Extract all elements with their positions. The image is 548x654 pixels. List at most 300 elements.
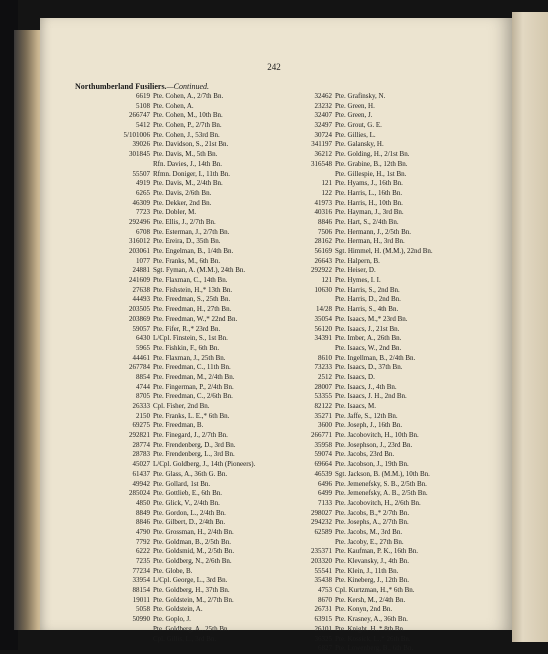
soldier-name: Pte. Dekker, 2nd Bn. [153, 198, 212, 207]
soldier-name: Cpl. Kurtzman, H.,* 6th Bn. [335, 586, 415, 595]
soldier-name: Pte. Hart, S., 2/4th Bn. [335, 217, 399, 226]
soldier-name: Pte. Green, H. [335, 101, 375, 110]
service-number: 26101 [314, 624, 332, 633]
soldier-name: Sgt. Jackson, B. (M.M.), 10th Bn. [335, 469, 430, 478]
service-number: 8854 [136, 372, 150, 381]
service-number: 241609 [129, 276, 150, 285]
service-number: 50990 [132, 615, 150, 624]
page-number: 242 [267, 62, 281, 72]
service-number: 7792 [136, 537, 150, 546]
roll-entry [292, 179, 512, 189]
soldier-name: Pte. Ingellman, B., 2/4th Bn. [335, 353, 416, 362]
roll-entry [292, 460, 512, 470]
roll-entry [292, 596, 512, 606]
soldier-name: Pte. Fishkin, F., 6th Bn. [153, 343, 220, 352]
soldier-name: Pte. Harris, S., 4th Bn. [335, 305, 399, 314]
service-number: 6619 [136, 92, 150, 100]
soldier-name: Pte. Hermann, J., 2/5th Bn. [335, 227, 412, 236]
service-number: 7133 [318, 498, 332, 507]
roll-entry [292, 402, 512, 412]
roll-entry [292, 605, 512, 615]
roll-entry [88, 450, 298, 460]
soldier-name: Pte. Davis, M., 5th Bn. [153, 150, 218, 159]
soldier-name: Pte. Joseph, J., 16th Bn. [335, 421, 403, 430]
service-number: 55541 [314, 566, 332, 575]
soldier-name: Pte. Gilbert, D., 2/4th Bn. [153, 518, 226, 527]
roll-entry [292, 121, 512, 131]
roll-entry [88, 576, 298, 586]
roll-entry [292, 131, 512, 141]
roll-entry [292, 160, 512, 170]
service-number: 24881 [132, 266, 150, 275]
roll-entry [292, 421, 512, 431]
roll-entry [88, 199, 298, 209]
left-column [88, 92, 298, 644]
soldier-name: Pte. Engelman, B., 1/4th Bn. [153, 247, 234, 255]
roll-entry [292, 208, 512, 218]
service-number: 292922 [311, 266, 332, 275]
roll-entry [88, 373, 298, 383]
service-number [292, 170, 335, 180]
soldier-name: Pte. Jemenefsky, S. B., 2/5th Bn. [335, 479, 427, 488]
service-number: 59057 [132, 324, 150, 333]
soldier-name: Pte. Davis, 2/6th Bn. [153, 188, 212, 197]
roll-entry [292, 480, 512, 490]
roll-entry [292, 325, 512, 335]
service-number: 53355 [314, 392, 332, 401]
roll-entry [292, 247, 512, 257]
roll-entry [88, 470, 298, 480]
service-number: 203869 [129, 314, 150, 323]
soldier-name: Pte. Jacobs, M., 3rd Bn. [335, 527, 403, 536]
soldier-name: Pte. Frendenberg, D., 3rd Bn. [153, 440, 236, 449]
roll-entry [292, 635, 512, 645]
soldier-name: Pte. Isaacs, J. H., 2nd Bn. [335, 392, 407, 401]
soldier-name: Pte. Goplo, J. [153, 615, 191, 624]
service-number: 28007 [314, 382, 332, 391]
soldier-name: Pte. Jaffe, S., 12th Bn. [335, 411, 398, 420]
service-number: 49942 [132, 479, 150, 488]
soldier-name: Rfn. Davies, J., 14th Bn. [153, 159, 223, 168]
soldier-name: Pte. Harris, H., 10th Bn. [335, 198, 403, 207]
soldier-name: Pte. Franks, L. E.,* 6th Bn. [153, 411, 230, 420]
service-number [88, 160, 153, 170]
service-number: 7506 [318, 227, 332, 236]
service-number: 1077 [136, 256, 150, 265]
soldier-name: Pte. Ellis, J., 2/7th Bn. [153, 217, 216, 226]
roll-entry [292, 567, 512, 577]
service-number: 23232 [314, 101, 332, 110]
heading-continued: —Continued. [166, 82, 210, 91]
roll-entry [292, 518, 512, 528]
soldier-name: Pte. Cohen, P., 2/7th Bn. [153, 121, 222, 130]
roll-entry [292, 218, 512, 228]
soldier-name: Pte. Goldstein, A. [153, 605, 203, 614]
soldier-name: Pte. Franks, M., 6th Bn. [153, 256, 221, 265]
right-column [292, 92, 512, 654]
roll-entry [88, 489, 298, 499]
soldier-name: Sgt. Fyman, A. (M.M.), 24th Bn. [153, 266, 246, 275]
service-number: 41973 [314, 198, 332, 207]
roll-entry [292, 305, 512, 315]
soldier-name: Sgt. Himmel, H. (M.M.), 22nd Bn. [335, 247, 433, 255]
service-number: 56120 [314, 324, 332, 333]
roll-entry [292, 392, 512, 402]
service-number: 63915 [314, 615, 332, 624]
roll-entry [292, 363, 512, 373]
soldier-name: Cpl. Fisher, 2nd Bn. [153, 402, 210, 410]
roll-entry [292, 170, 512, 180]
soldier-name: Pte. Flaxman, J., 25th Bn. [153, 353, 226, 362]
roll-entry [88, 160, 298, 170]
roll-entry [88, 140, 298, 150]
roll-entry [292, 276, 512, 286]
soldier-name: Pte. Kossick, L.,* 26th Bn. [335, 634, 411, 643]
soldier-name: Pte. Golding, H., 2/1st Bn. [335, 150, 410, 159]
service-number: 56169 [314, 247, 332, 255]
soldier-name: Pte. Freedman, S., 25th Bn. [153, 295, 231, 304]
service-number: 203061 [129, 247, 150, 255]
soldier-name: Pte. Glass, A., 36th G. Bn. [153, 469, 228, 478]
soldier-name: Pte. Jacobs, B.,* 2/7th Bn. [335, 508, 410, 517]
section-heading [75, 82, 209, 91]
roll-entry [88, 538, 298, 548]
service-number: 82122 [314, 402, 332, 410]
soldier-name: Pte. Jacobovitch, H., 2/6th Bn. [335, 498, 421, 507]
service-number: 301845 [129, 150, 150, 159]
service-number [292, 344, 335, 354]
service-number: 294232 [311, 518, 332, 527]
soldier-name: Pte. Green, J. [335, 111, 373, 120]
service-number: 35271 [314, 411, 332, 420]
roll-entry [88, 266, 298, 276]
service-number: 6265 [136, 188, 150, 197]
service-number: 8670 [318, 595, 332, 604]
service-number: 4744 [136, 382, 150, 391]
service-number: 5058 [136, 605, 150, 614]
roll-entry [292, 557, 512, 567]
roll-entry [88, 547, 298, 557]
service-number: 40316 [314, 208, 332, 217]
roll-entry [292, 111, 512, 121]
service-number: 46539 [314, 469, 332, 478]
soldier-name: Pte. Gillies, L. [335, 130, 376, 139]
service-number: 59074 [314, 450, 332, 459]
service-number: 30724 [314, 130, 332, 139]
soldier-name: L/Cpl. Goldberg, J., 14th (Pioneers). [153, 460, 256, 469]
roll-entry [88, 295, 298, 305]
soldier-name: Pte. Freedman, B. [153, 421, 204, 430]
roll-entry [88, 615, 298, 625]
roll-entry [88, 228, 298, 238]
service-number: 77234 [132, 566, 150, 575]
roll-entry [292, 431, 512, 441]
soldier-name: Pte. Galansky, H. [335, 140, 384, 149]
service-number: 316012 [129, 237, 150, 246]
soldier-name: Pte. Fifer, R.,* 23rd Bn. [153, 324, 221, 333]
soldier-name: Pte. Gottlieb, E., 6th Bn. [153, 489, 223, 498]
service-number: 44461 [132, 353, 150, 362]
service-number: 203320 [311, 557, 332, 565]
roll-entry [88, 596, 298, 606]
roll-entry [88, 131, 298, 141]
soldier-name: Pte. Dobler, M. [153, 208, 197, 217]
service-number: 35054 [314, 314, 332, 323]
service-number: 34391 [314, 334, 332, 343]
roll-entry [292, 441, 512, 451]
soldier-name: Pte. Halpern, B. [335, 256, 380, 265]
soldier-name: Pte. Gordon, L., 2/4th Bn. [153, 508, 226, 517]
roll-entry [88, 237, 298, 247]
service-number: 8846 [136, 518, 150, 527]
roll-entry [88, 509, 298, 519]
service-number: 8705 [136, 392, 150, 401]
soldier-name: Pte. Gollard, 1st Bn. [153, 479, 211, 488]
service-number: 5108 [136, 101, 150, 110]
service-number: 6499 [318, 489, 332, 498]
service-number: 39026 [132, 140, 150, 149]
roll-entry [292, 286, 512, 296]
soldier-name: Pte. Harris, D., 2nd Bn. [335, 295, 401, 304]
soldier-name: Pte. Krasney, A., 36th Bn. [335, 615, 408, 624]
soldier-name: Pte. Freedman, C., 2/6th Bn. [153, 392, 233, 401]
service-number: 6222 [136, 547, 150, 556]
soldier-name: Pte. Konyn, 2nd Bn. [335, 605, 393, 614]
soldier-name: Pte. Lowenberg, B., 6th Bn. [335, 644, 414, 653]
roll-entry [88, 111, 298, 121]
service-number: 32497 [314, 121, 332, 130]
roll-entry [292, 257, 512, 267]
roll-entry [292, 644, 512, 654]
roll-entry [292, 189, 512, 199]
service-number: 8846 [318, 217, 332, 226]
soldier-name: Pte. Jacobson, J., 19th Bn. [335, 460, 409, 469]
service-number: 316548 [311, 159, 332, 168]
roll-entry [88, 625, 298, 635]
soldier-name: Pte. Jacobs, 23rd Bn. [335, 450, 395, 459]
roll-entry [292, 102, 512, 112]
roll-entry [88, 305, 298, 315]
soldier-name: L/Cpl. Finstein, S., 1st Bn. [153, 334, 228, 343]
service-number: 285024 [129, 489, 150, 498]
service-number: 55507 [132, 169, 150, 178]
service-number: 28774 [132, 440, 150, 449]
roll-entry [292, 450, 512, 460]
service-number: 7235 [136, 557, 150, 565]
roll-entry [292, 489, 512, 499]
service-number: 10630 [314, 285, 332, 294]
facing-page-edge [512, 12, 548, 642]
roll-entry [292, 576, 512, 586]
soldier-name: Pte. Cohen, A. [153, 101, 194, 110]
roll-entry [292, 499, 512, 509]
soldier-name: Rfmn. Doniger, I., 11th Bn. [153, 169, 231, 178]
roll-entry [88, 586, 298, 596]
roll-entry [292, 538, 512, 548]
roll-entry [88, 480, 298, 490]
service-number: 2512 [318, 372, 332, 381]
roll-entry [88, 257, 298, 267]
service-number: 33954 [132, 576, 150, 585]
soldier-name: Pte. Cohen, J., 53rd Bn. [153, 130, 220, 139]
soldier-name: Pte. Glick, V., 2/4th Bn. [153, 498, 220, 507]
service-number: 292496 [129, 217, 150, 226]
service-number: 26333 [132, 402, 150, 410]
service-number: 4919 [136, 179, 150, 188]
soldier-name: Pte. Klein, J., 11th Bn. [335, 566, 399, 575]
roll-entry [292, 140, 512, 150]
soldier-name: Pte. Herman, H., 3rd Bn. [335, 237, 405, 246]
roll-entry [88, 567, 298, 577]
roll-entry [88, 431, 298, 441]
service-number [292, 538, 335, 548]
roll-entry [88, 179, 298, 189]
roll-entry [292, 354, 512, 364]
service-number: 122 [321, 188, 332, 197]
soldier-name: Pte. Kineberg, J., 12th Bn. [335, 576, 409, 585]
roll-entry [292, 228, 512, 238]
soldier-name: Pte. Fishstein, H.,* 13th Bn. [153, 285, 233, 294]
service-number: 28162 [314, 237, 332, 246]
roll-entry [292, 237, 512, 247]
service-number: 298027 [311, 508, 332, 517]
soldier-name: Pte. Cohen, M., 10th Bn. [153, 111, 223, 120]
roll-entry [88, 402, 298, 412]
service-number: 73233 [314, 363, 332, 372]
service-number: 235371 [311, 547, 332, 556]
service-number: 4850 [136, 498, 150, 507]
roll-entry [292, 150, 512, 160]
soldier-name: Pte. Knight, H.,* 8th Bn. [335, 624, 405, 633]
roll-entry [88, 363, 298, 373]
soldier-name: Pte. Isaacs, J., 4th Bn. [335, 382, 397, 391]
roll-entry [88, 518, 298, 528]
soldier-name: Pte. Flaxman, C., 14th Bn. [153, 276, 228, 285]
soldier-name: Pte. Grabine, B., 12th Bn. [335, 159, 408, 168]
service-number: 32462 [314, 92, 332, 100]
heading-title: Northumberland Fusiliers. [75, 82, 167, 91]
soldier-name: Pte. Jacoby, E., 27th Bn. [335, 537, 404, 546]
soldier-name: Pte. Grossman, H., 2/4th Bn. [153, 527, 234, 536]
service-number: 341197 [311, 140, 332, 149]
service-number: 5965 [136, 343, 150, 352]
soldier-name: Pte. Jacobovitch, H., 10th Bn. [335, 431, 419, 440]
roll-entry [88, 247, 298, 257]
service-number: 121 [321, 179, 332, 188]
roll-entry [88, 383, 298, 393]
service-number: 6827 [318, 644, 332, 653]
soldier-name: Pte. Freedman, H., 27th Bn. [153, 305, 232, 314]
service-number: 35958 [314, 440, 332, 449]
soldier-name: Pte. Goldberg, N., 2/6th Bn. [153, 557, 232, 565]
soldier-name: Pte. Klevansky, J., 4th Bn. [335, 557, 410, 565]
roll-entry [292, 547, 512, 557]
service-number: 6430 [136, 334, 150, 343]
soldier-name: Pte. Cohen, A., 2/7th Bn. [153, 92, 224, 100]
soldier-name: Pte. Ereira, D., 35th Bn. [153, 237, 221, 246]
roll-entry [88, 528, 298, 538]
soldier-name: Pte. Goldsmid, M., 2/5th Bn. [153, 547, 235, 556]
soldier-name: Pte. Harris, L., 16th Bn. [335, 188, 403, 197]
soldier-name: Pte. Isaacs, D., 37th Bn. [335, 363, 403, 372]
service-number: 8610 [318, 353, 332, 362]
soldier-name: Pte. Freedman, W.,* 22nd Bn. [153, 314, 238, 323]
service-number: 2150 [136, 411, 150, 420]
soldier-name: Pte. Goldstein, M., 2/7th Bn. [153, 595, 234, 604]
service-number: 5/101006 [123, 130, 150, 139]
soldier-name: Pte. Hyams, J., 16th Bn. [335, 179, 403, 188]
service-number: 45027 [132, 460, 150, 469]
service-number: 69275 [132, 421, 150, 430]
roll-entry [88, 170, 298, 180]
soldier-name: Pte. Hayman, J., 3rd Bn. [335, 208, 404, 217]
soldier-name: Pte. Josephson, J., 23rd Bn. [335, 440, 413, 449]
service-number: 36212 [314, 150, 332, 159]
soldier-name: Pte. Fingerman, P., 2/4th Bn. [153, 382, 234, 391]
roll-entry [292, 266, 512, 276]
service-number: 19011 [132, 595, 150, 604]
service-number: 27638 [132, 285, 150, 294]
roll-entry [88, 392, 298, 402]
roll-entry [292, 92, 512, 102]
roll-entry [292, 199, 512, 209]
roll-entry [88, 344, 298, 354]
roll-entry [88, 605, 298, 615]
service-number: 69664 [314, 460, 332, 469]
roll-entry [292, 344, 512, 354]
roll-entry [88, 460, 298, 470]
service-number: 35438 [314, 576, 332, 585]
roll-entry [292, 470, 512, 480]
soldier-name: Pte. Finegard, J., 2/7th Bn. [153, 431, 228, 440]
soldier-name: Pte. Goldman, B., 2/5th Bn. [153, 537, 231, 546]
roll-entry [88, 315, 298, 325]
service-number: 46309 [132, 198, 150, 207]
soldier-name: Pte. Kersh, M., 2/4th Bn. [335, 595, 406, 604]
soldier-name: Pte. Isaacs, D. [335, 372, 375, 381]
roll-entry [292, 383, 512, 393]
soldier-name: Pte. Esterman, J., 2/7th Bn. [153, 227, 230, 236]
roll-entry [88, 441, 298, 451]
soldier-name: Pte. Isaacs, J., 21st Bn. [335, 324, 400, 333]
soldier-name: Pte. Harris, S., 2nd Bn. [335, 285, 400, 294]
roll-entry [292, 625, 512, 635]
roll-entry [88, 276, 298, 286]
soldier-name: Pte. Heiser, D. [335, 266, 376, 275]
service-number: 4790 [136, 527, 150, 536]
service-number: 7723 [136, 208, 150, 217]
service-number: 26643 [314, 256, 332, 265]
service-number: 6496 [318, 479, 332, 488]
service-number: 36325 [314, 634, 332, 643]
roll-entry [292, 509, 512, 519]
roll-entry [88, 208, 298, 218]
soldier-name: Cpl. Gillis, L., 3rd Bn. [153, 634, 217, 643]
service-number: 44493 [132, 295, 150, 304]
service-number: 5412 [136, 121, 150, 130]
soldier-name: Pte. Frendenberg, L., 3rd Bn. [153, 450, 235, 459]
service-number: 203505 [129, 305, 150, 314]
soldier-name: Pte. Davidson, S., 21st Bn. [153, 140, 229, 149]
service-number [88, 625, 153, 635]
soldier-name: Pte. Kaufman, P. K., 16th Bn. [335, 547, 419, 556]
service-number: 32407 [314, 111, 332, 120]
roll-entry [292, 586, 512, 596]
roll-entry [88, 354, 298, 364]
soldier-name: Pte. Gillespie, H., 1st Bn. [335, 169, 407, 178]
service-number: 4753 [318, 586, 332, 595]
roll-entry [88, 421, 298, 431]
